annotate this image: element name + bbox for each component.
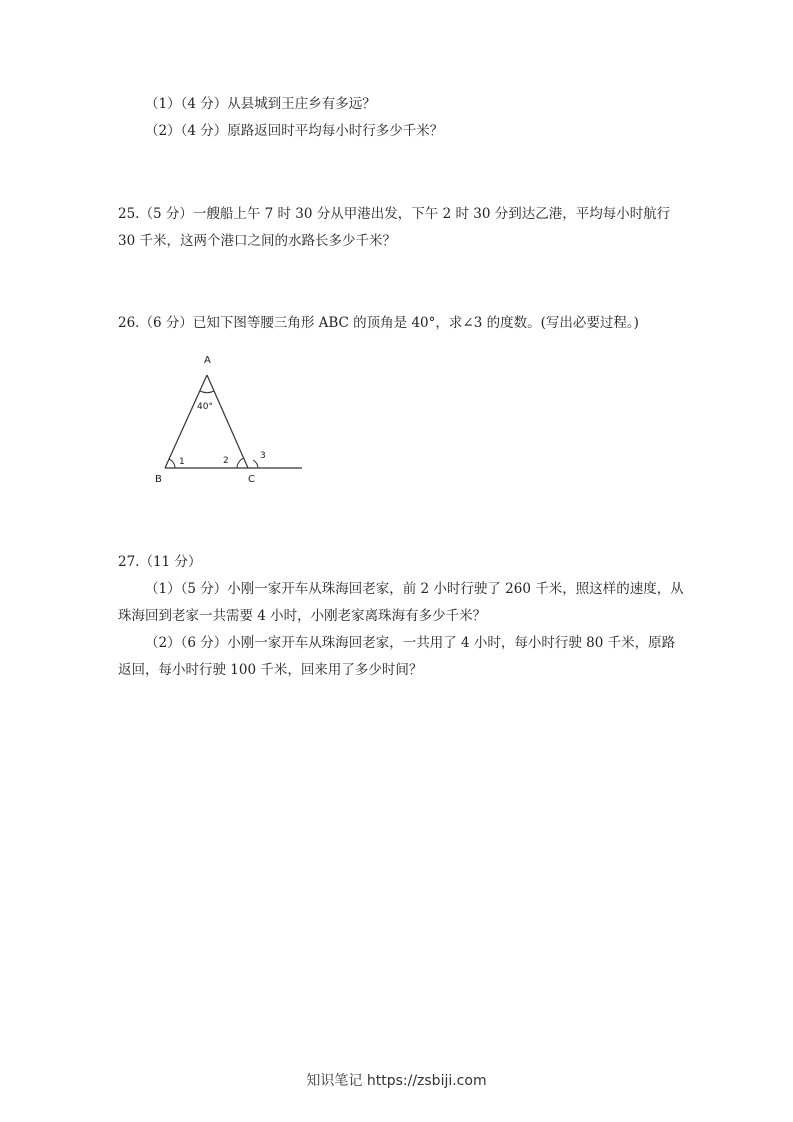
angle-1-label: 1 [179, 457, 185, 467]
angle-2-arc [237, 458, 244, 468]
angle-a-arc [200, 391, 214, 393]
angle-3-arc [253, 460, 258, 468]
angle-2-label: 2 [223, 456, 229, 466]
q27-heading: 27.（11 分） [118, 554, 202, 570]
label-c: C [248, 474, 255, 485]
triangle-diagram [145, 348, 315, 493]
side-ab [165, 375, 207, 468]
q27-part1-line2: 珠海回到老家一共需要 4 小时，小刚老家离珠海有多少千米？ [118, 608, 487, 624]
angle-top-label: 40° [197, 402, 213, 412]
side-ac [207, 375, 248, 468]
q25-line2: 30 千米，这两个港口之间的水路长多少千米？ [118, 233, 396, 249]
footer-watermark: 知识笔记 https://zsbiji.com [306, 1073, 487, 1089]
q25-line1: 25.（5 分）一艘船上午 7 时 30 分从甲港出发，下午 2 时 30 分到达乙港，平均每小时航行 [118, 206, 671, 222]
q26-line1: 26.（6 分）已知下图等腰三角形 ABC 的顶角是 40°，求∠3 的度数。(写出必要过程。) [118, 315, 639, 331]
q27-part1-line1: （1）（5 分）小刚一家开车从珠海回老家，前 2 小时行驶了 260 千米，照这样的速度，从 [145, 581, 684, 597]
angle-3-label: 3 [260, 451, 266, 461]
q24-part2: （2）（4 分）原路返回时平均每小时行多少千米？ [145, 123, 444, 139]
angle-1-arc [169, 459, 175, 468]
label-a: A [204, 355, 211, 366]
q27-part2-line1: （2）（6 分）小刚一家开车从珠海回老家，一共用了 4 小时，每小时行驶 80 千米，原路 [145, 635, 676, 651]
label-b: B [155, 474, 162, 485]
q27-part2-line2: 返回，每小时行驶 100 千米，回来用了多少时间？ [118, 662, 423, 678]
q24-part1: （1）（4 分）从县城到王庄乡有多远？ [145, 96, 376, 112]
